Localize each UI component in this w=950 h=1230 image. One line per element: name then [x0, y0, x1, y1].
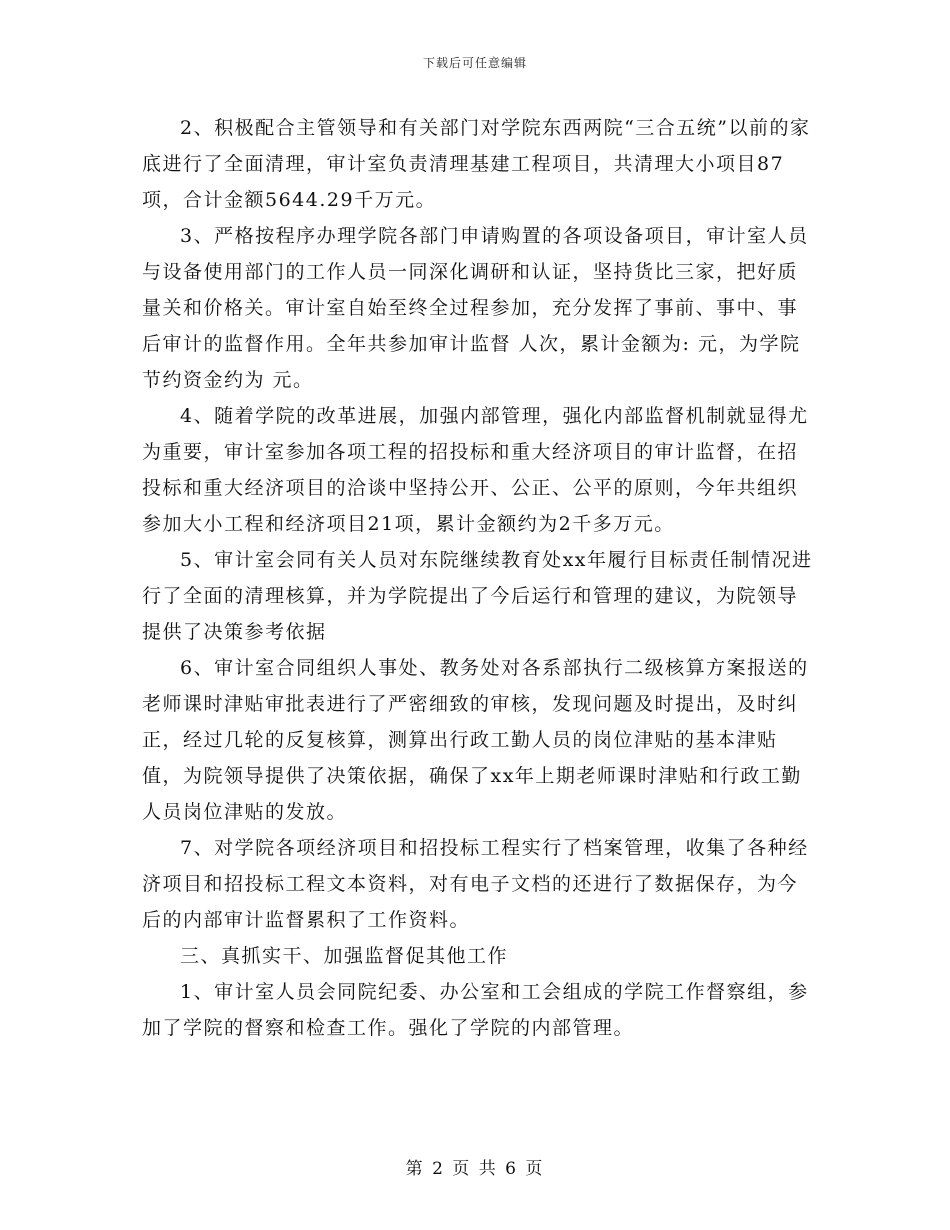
paragraph-item-7: 7、对学院各项经济项目和招投标工程实行了档案管理，收集了各种经济项目和招投标工程文本资料，对有电子文档的还进行了数据保存，为今后的内部审计监督累积了工作资料。	[142, 837, 809, 931]
page-header: 下载后可任意编辑	[422, 56, 527, 70]
page-footer: 第 2 页 共 6 页	[405, 1159, 545, 1179]
paragraph-item-2: 2、积极配合主管领导和有关部门对学院东西两院“三合五统”以前的家底进行了全面清理，审计室负责清理基建工程项目，共清理大小项目87项，合计金额5644.29千万元。	[142, 117, 811, 211]
paragraph-item-4: 4、随着学院的改革进展，加强内部管理，强化内部监督机制就显得尤为重要，审计室参加各项工程的招投标和重大经济项目的审计监督，在招投标和重大经济项目的洽谈中坚持公开、公正、公平的原则，今年共组织参加大小工程和经济项目21项，累计金额约为2千多万元。	[142, 405, 809, 535]
paragraph-item-6: 6、审计室合同组织人事处、教务处对各系部执行二级核算方案报送的老师课时津贴审批表进行了严密细致的审核，发现问题及时提出，及时纠正，经过几轮的反复核算，测算出行政工勤人员的岗位津贴的基本津贴值，为院领导提供了决策依据，确保了xx年上期老师课时津贴和行政工勤人员岗位津贴的发放。	[142, 657, 809, 823]
document-body	[142, 110, 818, 1046]
paragraph-section3-item-1: 1、审计室人员会同院纪委、办公室和工会组成的学院工作督察组，参加了学院的督察和检查工作。强化了学院的内部管理。	[142, 981, 809, 1039]
paragraph-item-3: 3、严格按程序办理学院各部门申请购置的各项设备项目，审计室人员与设备使用部门的工作人员一同深化调研和认证，坚持货比三家，把好质量关和价格关。审计室自始至终全过程参加，充分发挥了事前、事中、事后审计的监督作用。全年共参加审计监督 人次，累计金额为: 元，为学院节约资金约为 元。	[142, 225, 809, 391]
section-heading-3: 三、真抓实干、加强监督促其他工作	[180, 945, 509, 967]
paragraph-item-5: 5、审计室会同有关人员对东院继续教育处xx年履行目标责任制情况进行了全面的清理核算，并为学院提出了今后运行和管理的建议，为院领导提供了决策参考依据	[142, 549, 813, 643]
